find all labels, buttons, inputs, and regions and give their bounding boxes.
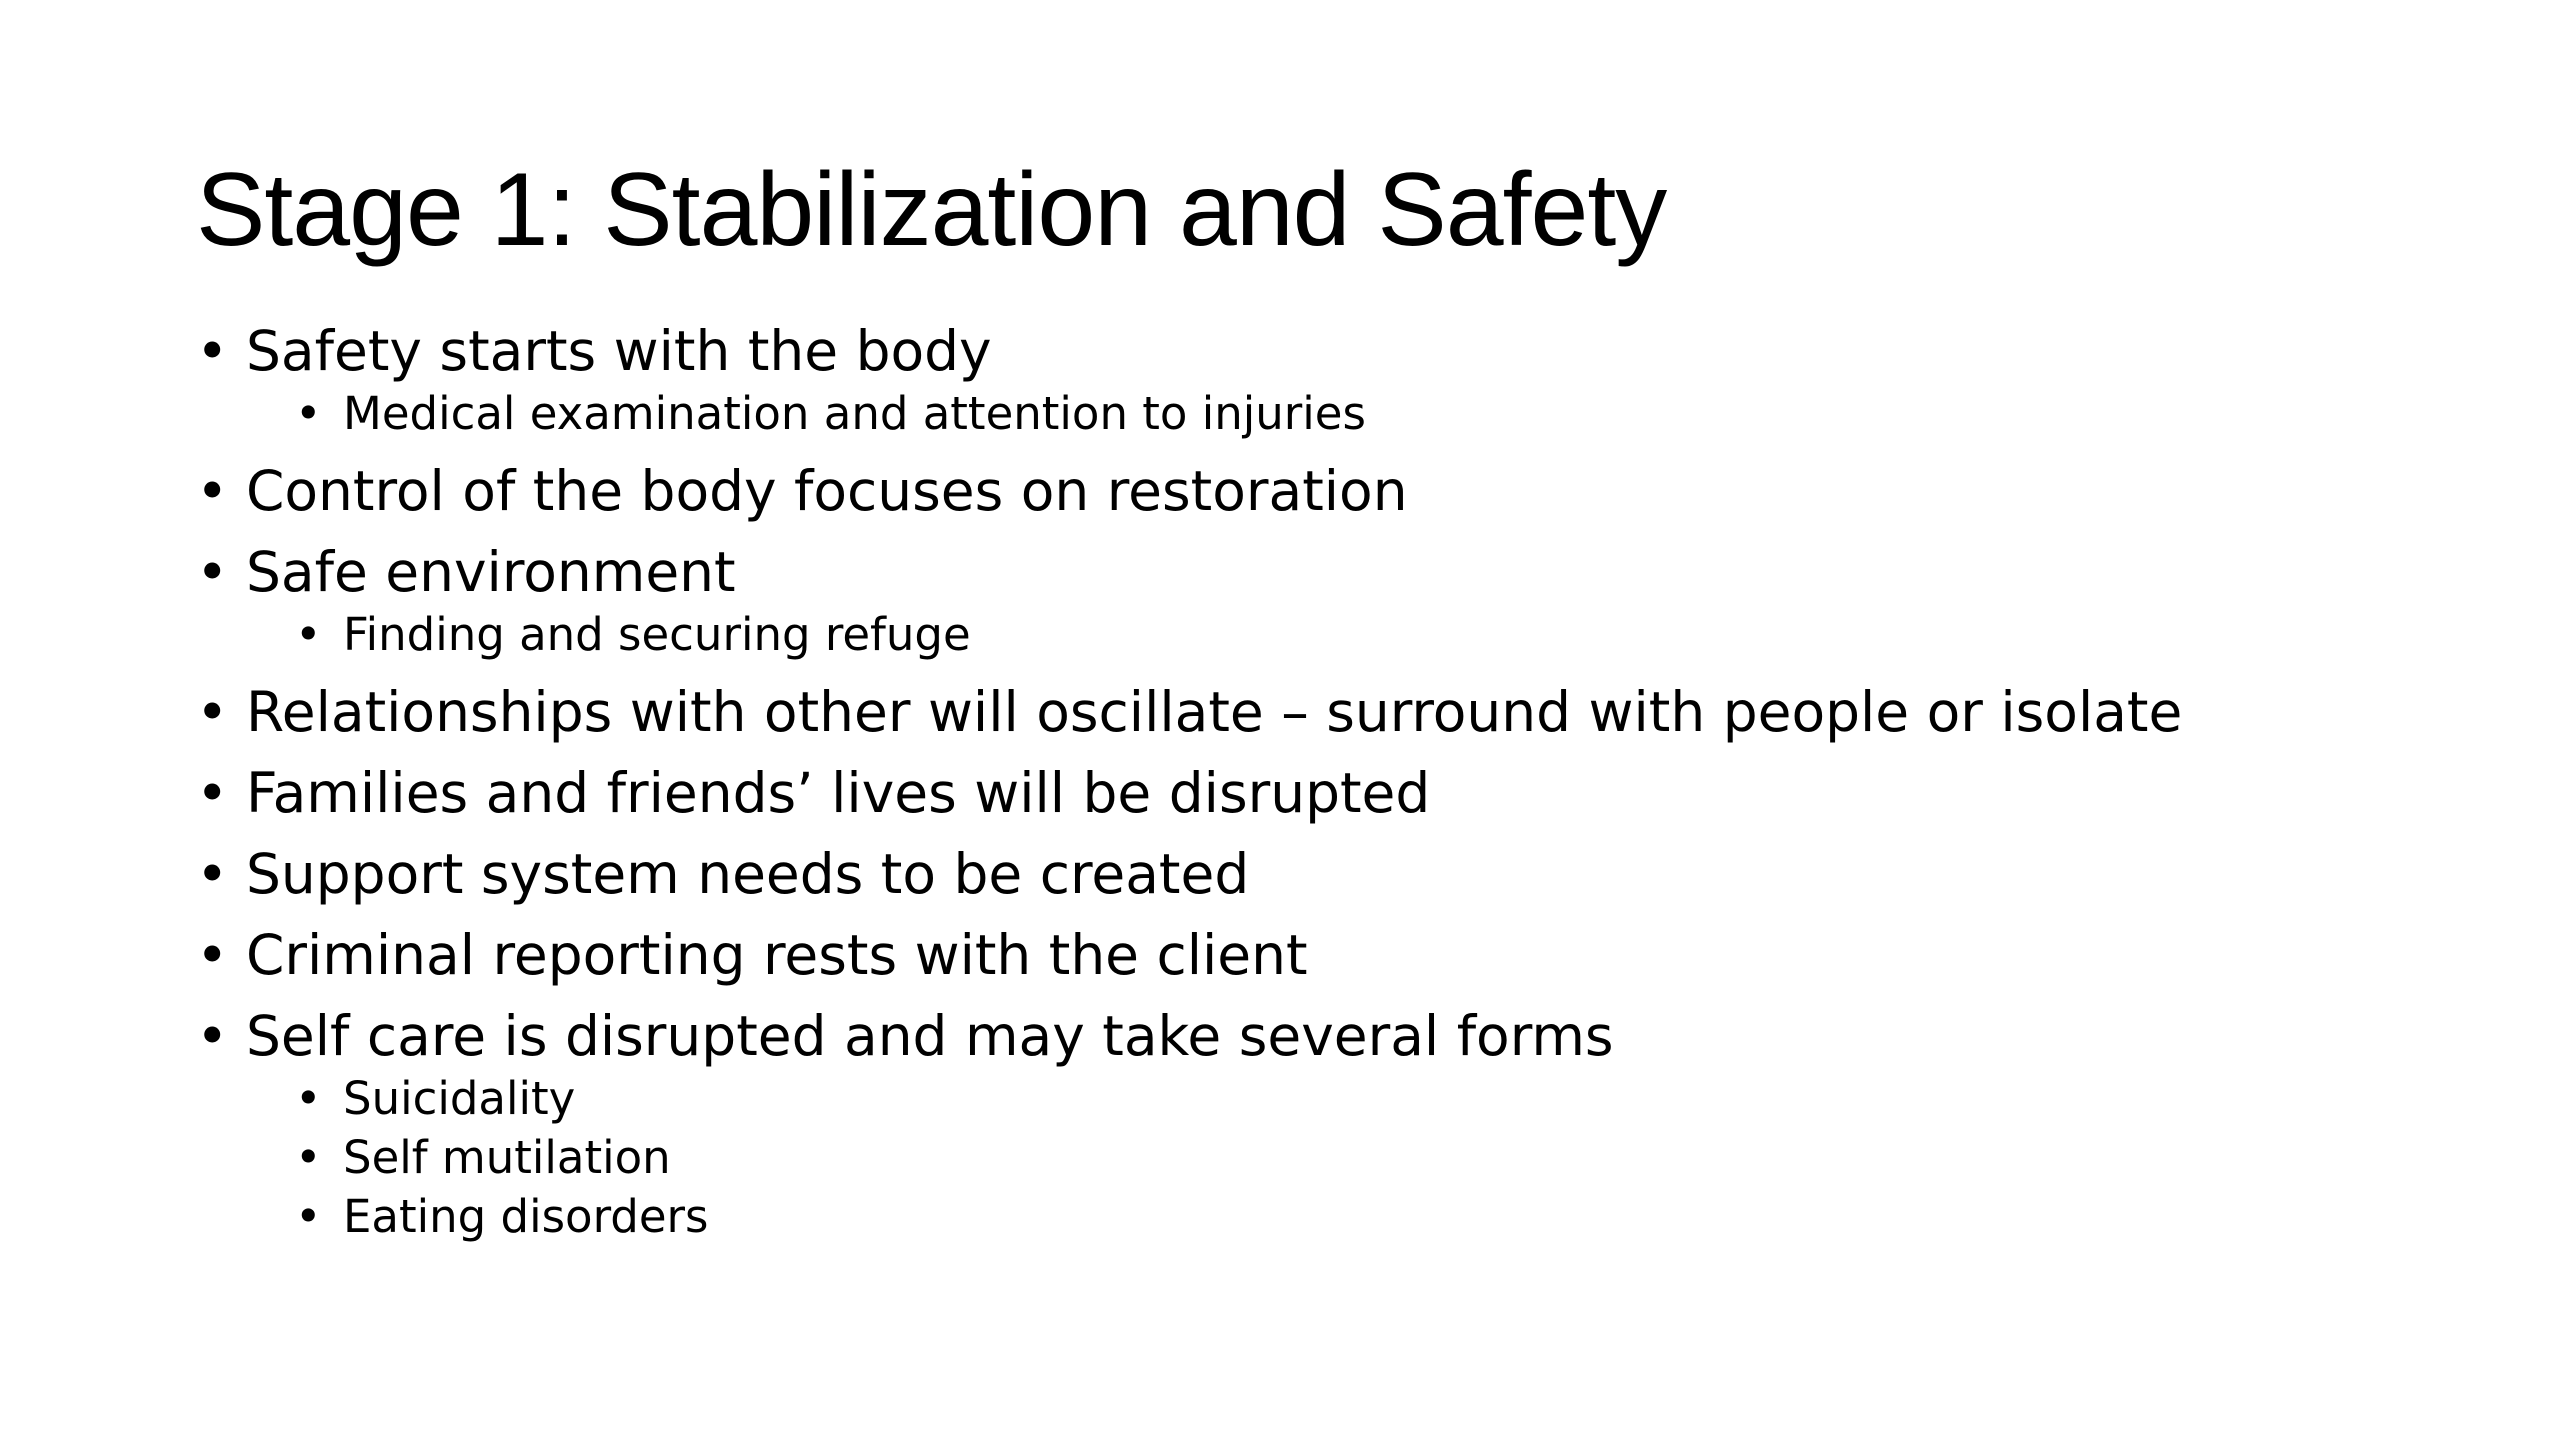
sub-bullet-item	[196, 1187, 2496, 1246]
bullet-icon: •	[196, 842, 229, 906]
sub-bullet-text: Self mutilation	[343, 1131, 671, 1184]
bullet-item	[196, 841, 2496, 907]
sub-bullet-item	[196, 605, 2496, 664]
slide-title: Stage 1: Stabilization and Safety	[196, 152, 1667, 268]
bullet-text: Support system needs to be created	[246, 842, 1250, 906]
bullet-item	[196, 679, 2496, 745]
bullet-icon: •	[196, 1004, 229, 1068]
bullet-icon: •	[196, 923, 229, 987]
bullet-icon: •	[196, 761, 229, 825]
sub-bullet-item	[196, 1128, 2496, 1187]
bullet-icon: •	[295, 608, 322, 661]
bullet-item	[196, 1003, 2496, 1069]
bullet-item	[196, 922, 2496, 988]
bullet-item	[196, 458, 2496, 524]
bullet-icon: •	[295, 1131, 322, 1184]
bullet-icon: •	[196, 680, 229, 744]
bullet-item	[196, 760, 2496, 826]
bullet-item	[196, 539, 2496, 605]
bullet-text: Control of the body focuses on restoration	[246, 459, 1408, 523]
bullet-icon: •	[196, 459, 229, 523]
sub-bullet-text: Eating disorders	[343, 1190, 709, 1243]
sub-bullet-text: Medical examination and attention to injuries	[343, 387, 1366, 440]
bullet-text: Criminal reporting rests with the client	[246, 923, 1308, 987]
bullet-list	[196, 318, 2496, 1246]
sub-bullet-item	[196, 1069, 2496, 1128]
bullet-icon: •	[196, 540, 229, 604]
bullet-text: Families and friends’ lives will be disrupted	[246, 761, 1431, 825]
sub-bullet-item	[196, 384, 2496, 443]
bullet-text: Self care is disrupted and may take several forms	[246, 1004, 1614, 1068]
sub-bullet-text: Finding and securing refuge	[343, 608, 971, 661]
bullet-icon: •	[196, 319, 229, 383]
bullet-text: Relationships with other will oscillate – surround with people or isolate	[246, 680, 2183, 744]
bullet-icon: •	[295, 387, 322, 440]
bullet-item	[196, 318, 2496, 384]
bullet-text: Safety starts with the body	[246, 319, 992, 383]
bullet-icon: •	[295, 1072, 322, 1125]
sub-bullet-text: Suicidality	[343, 1072, 576, 1125]
bullet-text: Safe environment	[246, 540, 736, 604]
bullet-icon: •	[295, 1190, 322, 1243]
